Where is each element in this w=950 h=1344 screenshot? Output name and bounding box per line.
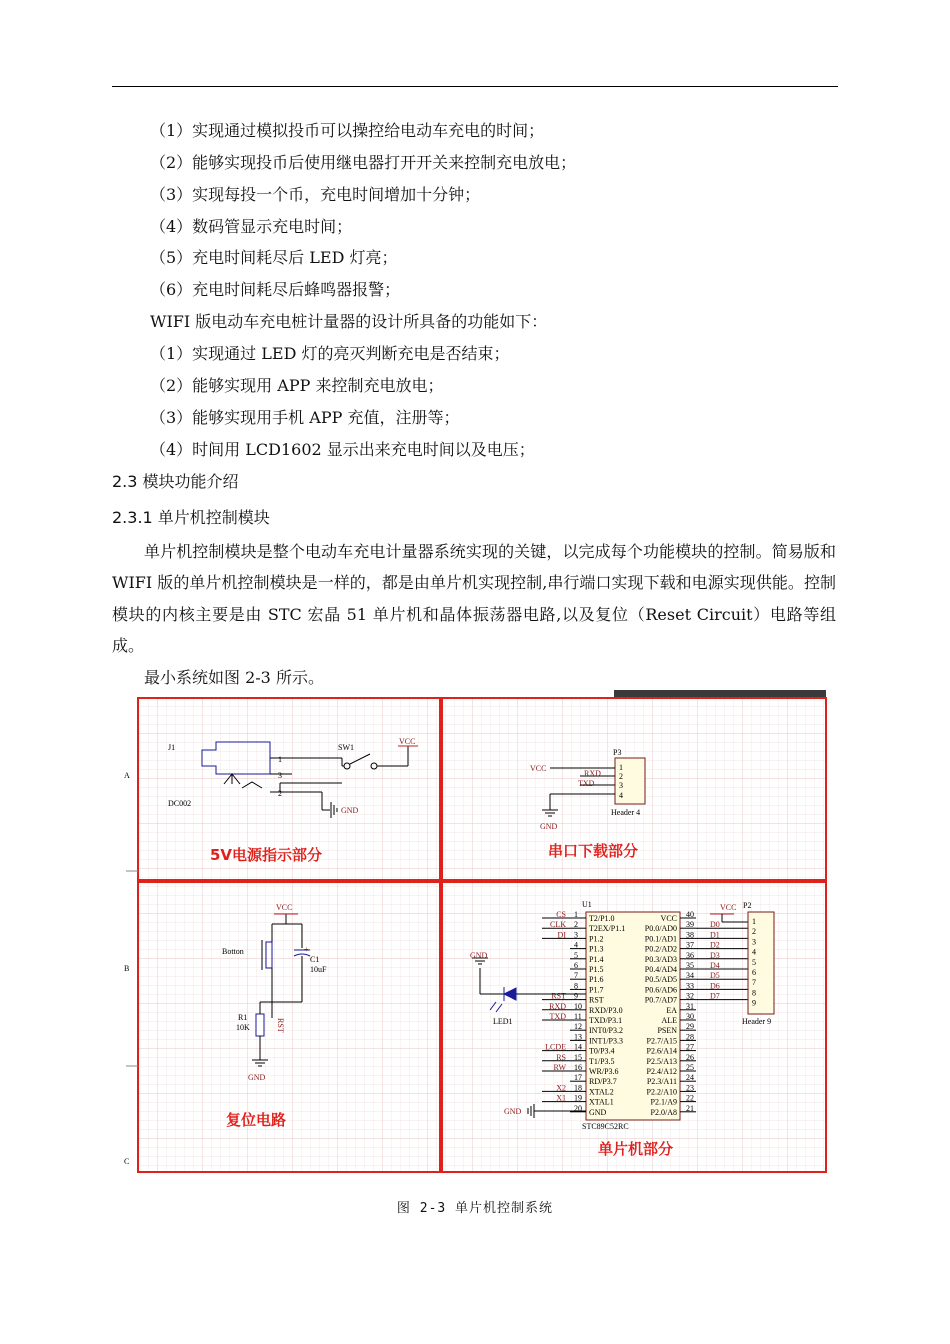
mcu-pin-label: P1.3	[589, 944, 604, 954]
mcu-name: STC89C52RC	[582, 1122, 629, 1131]
mcu-pin-number: 5	[574, 950, 578, 960]
svg-text:2: 2	[619, 772, 623, 781]
subsection-heading: 2.3.1 单片机控制模块	[112, 508, 270, 527]
mcu-pin-label: P1.2	[589, 934, 604, 944]
r1-value: 10K	[236, 1023, 250, 1032]
svg-text:3: 3	[278, 771, 282, 780]
c1-value: 10uF	[310, 965, 327, 974]
body-paragraph: 最小系统如图 2-3 所示。	[144, 668, 324, 687]
mcu-pin-number: 2	[574, 920, 578, 930]
header9-pin: 3	[752, 937, 756, 947]
mcu-pin-label: TXD/P3.1	[589, 1016, 623, 1025]
p2-label: P2	[743, 901, 752, 910]
c1-label: C1	[310, 955, 320, 964]
section-title-mcu: 单片机部分	[598, 1140, 674, 1158]
mcu-pin-label: P0.4/AD4	[644, 965, 677, 974]
mcu-pin-number: 18	[574, 1083, 582, 1093]
list-item: （4）时间用 LCD1602 显示出来充电时间以及电压；	[150, 440, 535, 459]
mcu-pin-number: 19	[574, 1093, 582, 1103]
header-rule	[112, 86, 838, 87]
data-bus-label: D2	[710, 940, 720, 950]
rst-net-label: RST	[276, 1018, 285, 1033]
mcu-signal-label: X1	[556, 1093, 566, 1103]
mcu-pin-label: RST	[589, 995, 604, 1005]
mcu-pin-label: P0.2/AD2	[644, 944, 677, 954]
mcu-pin-number: 31	[686, 1001, 694, 1011]
row-label-c: C	[124, 1157, 130, 1166]
dc002-label: DC002	[168, 799, 192, 808]
serial-vcc: VCC	[530, 764, 547, 773]
mcu-pin-label: P2.7/A15	[646, 1036, 677, 1046]
mcu-pin-label: P2.4/A12	[646, 1067, 677, 1076]
mcu-pin-label: P0.5/AD5	[644, 975, 677, 985]
mcu-pin-number: 12	[574, 1022, 582, 1032]
mcu-pin-number: 16	[574, 1063, 582, 1072]
mcu-pin-number: 37	[686, 940, 694, 950]
mcu-pin-number: 9	[574, 991, 578, 1001]
mcu-pin-number: 23	[686, 1083, 694, 1093]
header9-pin: 8	[752, 988, 756, 998]
header9-label: Header 9	[742, 1017, 772, 1026]
section-title-power: 5V电源指示部分	[210, 846, 323, 864]
list-item: （6）充电时间耗尽后蜂鸣器报警；	[150, 280, 401, 299]
mcu-pin-number: 32	[686, 991, 694, 1001]
list-item: （2）能够实现投币后使用继电器打开开关来控制充电放电；	[150, 153, 577, 172]
grid-area	[138, 698, 826, 1172]
mcu-pin-label: XTAL1	[589, 1097, 614, 1107]
mcu-pin-label: P2.6/A14	[646, 1046, 677, 1056]
reset-gnd: GND	[248, 1073, 266, 1082]
schematic-svg	[112, 688, 828, 1180]
serial-gnd: GND	[540, 822, 558, 831]
svg-text:1: 1	[278, 755, 282, 764]
reset-vcc: VCC	[276, 903, 293, 912]
mcu-pin-number: 17	[574, 1073, 582, 1083]
header4-label: Header 4	[611, 808, 641, 817]
list-item: （3）实现每投一个币，充电时间增加十分钟；	[150, 185, 481, 204]
mcu-pin-number: 26	[686, 1052, 694, 1062]
mcu-signal-label: LCDE	[545, 1042, 566, 1052]
mcu-pin-number: 28	[686, 1032, 694, 1042]
data-bus-label: D0	[710, 920, 720, 930]
button-label: Botton	[222, 947, 244, 956]
mcu-pin-label: P0.3/AD3	[644, 954, 677, 964]
mcu-pin-label: T0/P3.4	[589, 1046, 615, 1056]
mcu-pin-label: ALE	[661, 1016, 677, 1025]
section-heading: 2.3 模块功能介绍	[112, 472, 239, 491]
header9-pin: 4	[752, 947, 756, 957]
mcu-pin-number: 15	[574, 1052, 582, 1062]
row-label-a: A	[124, 771, 130, 780]
mcu-pin-label: P0.6/AD6	[644, 985, 677, 995]
mcu-pin-label: PSEN	[657, 1026, 677, 1036]
mcu-pin-number: 4	[574, 940, 578, 950]
figure-caption: 图 2-3 单片机控制系统	[396, 1201, 554, 1216]
mcu-pin-number: 30	[686, 1012, 694, 1021]
mcu-pin-number: 29	[686, 1022, 694, 1032]
mcu-pin-label: T2EX/P1.1	[589, 924, 626, 934]
mcu-pin-label: P2.5/A13	[646, 1056, 677, 1066]
mcu-vcc: VCC	[720, 903, 737, 912]
row-label-b: B	[124, 964, 130, 973]
svg-text:+: +	[304, 945, 309, 954]
mcu-pin-label: P1.4	[589, 954, 604, 964]
header9-pins	[752, 917, 756, 1008]
mcu-pin-label: RD/P3.7	[589, 1077, 617, 1087]
mcu-pin-number: 27	[686, 1042, 694, 1052]
mcu-signal-label: RXD	[549, 1001, 566, 1011]
sw1-label: SW1	[338, 743, 354, 752]
header9-pin: 9	[752, 998, 756, 1008]
data-bus-label: D1	[710, 930, 720, 940]
mcu-pin-number: 8	[574, 981, 578, 991]
mcu-signal-label: RW	[553, 1063, 566, 1072]
data-bus-label: D3	[710, 950, 720, 960]
list-item: （2）能够实现用 APP 来控制充电放电；	[150, 376, 444, 395]
mcu-signal-label: X2	[556, 1083, 566, 1093]
svg-text:2: 2	[278, 789, 282, 798]
mcu-pin-number: 36	[686, 950, 694, 960]
mcu-pin-label: P2.3/A11	[646, 1077, 677, 1087]
paragraph-line: WIFI 版电动车充电桩计量器的设计所具备的功能如下：	[150, 312, 548, 331]
svg-text:3: 3	[619, 781, 623, 790]
mcu-pin-number: 24	[686, 1073, 694, 1083]
mcu-gnd: GND	[504, 1107, 522, 1116]
mcu-pin-number: 39	[686, 920, 694, 930]
mcu-pin-label: RXD/P3.0	[589, 1005, 623, 1015]
mcu-pin-label: P1.5	[589, 965, 604, 974]
data-bus-label: D5	[710, 971, 720, 981]
svg-text:1: 1	[619, 763, 623, 772]
mcu-pin-label: VCC	[660, 914, 677, 923]
header9-pin: 6	[752, 968, 756, 977]
schematic-figure	[112, 688, 828, 1180]
mcu-pin-label: XTAL2	[589, 1087, 614, 1097]
mcu-pin-number: 34	[686, 971, 694, 981]
u1-label: U1	[582, 900, 592, 909]
r1-label: R1	[238, 1013, 248, 1022]
mcu-pin-number: 38	[686, 930, 694, 940]
gnd-label: GND	[341, 806, 359, 815]
p3-label: P3	[613, 748, 622, 757]
mcu-pin-number: 35	[686, 961, 694, 970]
mcu-pin-label: T2/P1.0	[589, 914, 615, 923]
mcu-pin-label: P2.2/A10	[646, 1087, 677, 1097]
list-item: （5）充电时间耗尽后 LED 灯亮；	[150, 248, 398, 267]
section-title-serial: 串口下载部分	[548, 842, 639, 860]
mcu-pin-label: INT0/P3.2	[589, 1026, 623, 1036]
mcu-pin-number: 6	[574, 961, 578, 970]
mcu-pin-label: WR/P3.6	[589, 1067, 619, 1076]
section-title-reset: 复位电路	[226, 1111, 287, 1129]
svg-text:4: 4	[619, 791, 623, 800]
mcu-pin-number: 10	[574, 1001, 582, 1011]
mcu-signal-label: RST	[551, 991, 566, 1001]
mcu-pin-number: 13	[574, 1032, 582, 1042]
mcu-pin-number: 7	[574, 971, 578, 981]
mcu-pin-label: P2.0/A8	[650, 1107, 677, 1117]
mcu-pin-number: 1	[574, 910, 578, 919]
mcu-signal-label: RS	[556, 1052, 566, 1062]
mcu-pin-number: 40	[686, 910, 694, 919]
header9-pin: 7	[752, 978, 756, 988]
list-item: （3）能够实现用手机 APP 充值，注册等；	[150, 408, 460, 427]
mcu-pin-number: 11	[574, 1012, 582, 1021]
mcu-pin-label: EA	[666, 1005, 677, 1015]
mcu-pin-label: P0.1/AD1	[644, 934, 677, 944]
mcu-signal-label: CLK	[550, 920, 566, 930]
mcu-signal-label: CS	[556, 910, 566, 919]
txd-label: TXD	[578, 779, 595, 788]
mcu-pin-number: 20	[574, 1103, 582, 1113]
led-gnd: GND	[470, 951, 488, 960]
mcu-pin-label: GND	[589, 1107, 607, 1117]
mcu-pin-label: INT1/P3.3	[589, 1036, 623, 1046]
mcu-pin-label: P1.7	[589, 985, 604, 995]
header9-pin: 1	[752, 917, 756, 926]
data-bus-label: D6	[710, 981, 720, 991]
rxd-label: RXD	[584, 769, 601, 778]
header9-pin: 2	[752, 927, 756, 937]
mcu-signal-label: TXD	[549, 1012, 566, 1021]
mcu-pin-label: P0.0/AD0	[644, 924, 677, 934]
data-bus-label: D4	[710, 961, 720, 970]
mcu-pin-number: 3	[574, 930, 578, 940]
mcu-pin-label: P2.1/A9	[650, 1097, 677, 1107]
mcu-pin-label: P0.7/AD7	[644, 995, 677, 1005]
mcu-pin-number: 21	[686, 1103, 694, 1113]
body-paragraph: 单片机控制模块是整个电动车充电计量器系统实现的关键，以完成每个功能模块的控制。简易版和 WIFI 版的单片机控制模块是一样的，都是由单片机实现控制,串行端口实现下载和电源实现供能。控制模块的内核主要是由 STC 宏晶 51 单片机和晶体振荡器电路,以及复位（Reset Circuit）电路等组成。	[112, 542, 836, 655]
mcu-pin-number: 33	[686, 981, 694, 991]
mcu-pin-label: P1.6	[589, 975, 604, 985]
mcu-pin-label: T1/P3.5	[589, 1056, 615, 1066]
data-bus-label: D7	[710, 991, 720, 1001]
header9-pin: 5	[752, 957, 756, 967]
led1-label: LED1	[493, 1017, 513, 1026]
vcc-label: VCC	[399, 737, 416, 746]
list-item: （4）数码管显示充电时间；	[150, 217, 353, 236]
list-item: （1）实现通过 LED 灯的亮灭判断充电是否结束；	[150, 344, 510, 363]
j1-label: J1	[168, 743, 176, 752]
mcu-pin-number: 22	[686, 1093, 694, 1103]
mcu-pin-number: 25	[686, 1063, 694, 1072]
mcu-signal-label: DI	[557, 930, 566, 940]
mcu-pin-number: 14	[574, 1042, 582, 1052]
list-item: （1）实现通过模拟投币可以操控给电动车充电的时间；	[150, 121, 545, 140]
